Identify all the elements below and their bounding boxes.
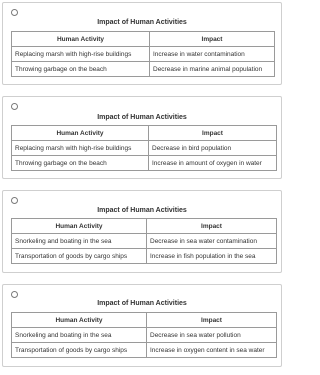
impact-cell: Increase in amount of oxygen in water bbox=[149, 156, 277, 171]
activity-cell: Throwing garbage on the beach bbox=[12, 156, 149, 171]
table-row bbox=[12, 156, 277, 171]
column-header-activity: Human Activity bbox=[12, 126, 149, 141]
radio-button[interactable] bbox=[11, 9, 18, 16]
impact-cell: Increase in oxygen content in sea water bbox=[147, 343, 277, 358]
answer-option-3[interactable] bbox=[2, 190, 282, 273]
activity-cell: Transportation of goods by cargo ships bbox=[12, 343, 147, 358]
table-header-row bbox=[12, 32, 275, 47]
impact-table bbox=[11, 218, 277, 264]
impact-table bbox=[11, 125, 277, 171]
table-title: Impact of Human Activities bbox=[97, 207, 187, 214]
radio-button[interactable] bbox=[11, 197, 18, 204]
activity-cell: Replacing marsh with high-rise buildings bbox=[12, 141, 149, 156]
activity-cell: Snorkeling and boating in the sea bbox=[12, 234, 147, 249]
impact-cell: Increase in water contamination bbox=[150, 47, 275, 62]
table-title: Impact of Human Activities bbox=[97, 300, 187, 307]
answer-option-2[interactable] bbox=[2, 96, 282, 179]
table-row bbox=[12, 328, 277, 343]
impact-cell: Decrease in sea water pollution bbox=[147, 328, 277, 343]
answer-option-1[interactable] bbox=[2, 2, 282, 85]
table-row bbox=[12, 62, 275, 77]
impact-cell: Increase in fish population in the sea bbox=[147, 249, 277, 264]
radio-button[interactable] bbox=[11, 103, 18, 110]
impact-table bbox=[11, 312, 277, 358]
impact-table bbox=[11, 31, 275, 77]
table-title: Impact of Human Activities bbox=[97, 19, 187, 26]
activity-cell: Replacing marsh with high-rise buildings bbox=[12, 47, 150, 62]
impact-cell: Decrease in bird population bbox=[149, 141, 277, 156]
table-row bbox=[12, 234, 277, 249]
column-header-activity: Human Activity bbox=[12, 219, 147, 234]
table-header-row bbox=[12, 219, 277, 234]
impact-cell: Decrease in marine animal population bbox=[150, 62, 275, 77]
table-row bbox=[12, 47, 275, 62]
table-header-row bbox=[12, 126, 277, 141]
table-row bbox=[12, 343, 277, 358]
column-header-impact: Impact bbox=[149, 126, 277, 141]
column-header-impact: Impact bbox=[147, 219, 277, 234]
table-row bbox=[12, 249, 277, 264]
activity-cell: Transportation of goods by cargo ships bbox=[12, 249, 147, 264]
table-row bbox=[12, 141, 277, 156]
radio-button[interactable] bbox=[11, 291, 18, 298]
table-title: Impact of Human Activities bbox=[97, 114, 187, 121]
column-header-impact: Impact bbox=[147, 313, 277, 328]
answer-option-4[interactable] bbox=[2, 284, 282, 367]
column-header-activity: Human Activity bbox=[12, 32, 150, 47]
column-header-impact: Impact bbox=[150, 32, 275, 47]
impact-cell: Decrease in sea water contamination bbox=[147, 234, 277, 249]
activity-cell: Throwing garbage on the beach bbox=[12, 62, 150, 77]
column-header-activity: Human Activity bbox=[12, 313, 147, 328]
activity-cell: Snorkeling and boating in the sea bbox=[12, 328, 147, 343]
table-header-row bbox=[12, 313, 277, 328]
